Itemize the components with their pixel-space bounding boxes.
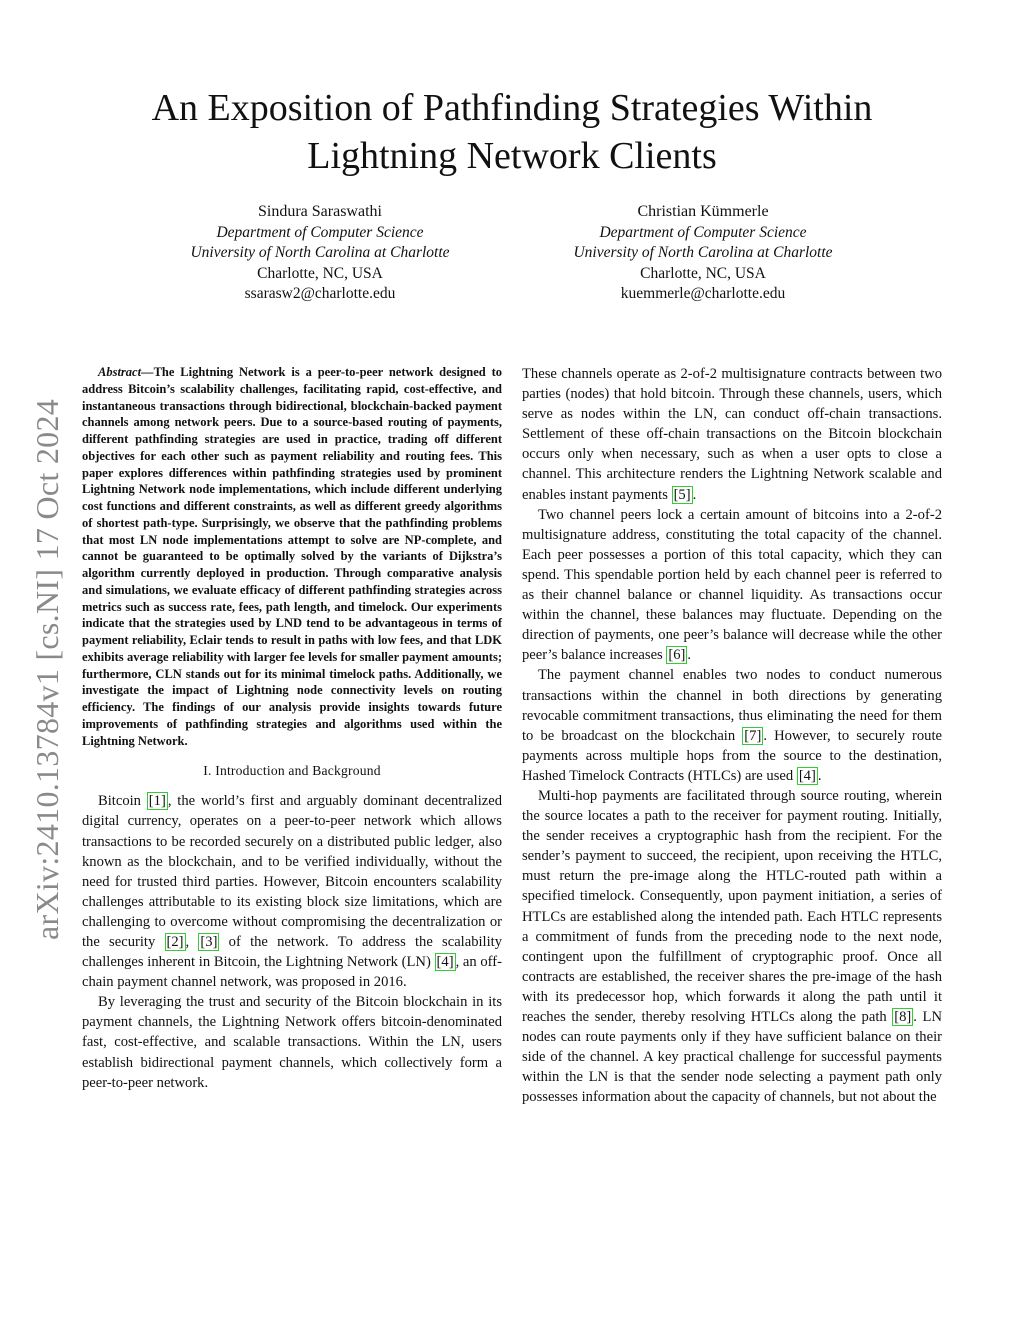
citation-link[interactable]: [4]	[798, 767, 816, 784]
arxiv-identifier: arXiv:2410.13784v1 [cs.NI] 17 Oct 2024	[29, 398, 65, 940]
right-column	[522, 364, 942, 1107]
citation-link[interactable]: [2]	[166, 934, 184, 950]
paragraph	[82, 791, 502, 992]
text-run: Multi-hop payments are facilitated through source routing, wherein the source locates a path to the receiver for payment routing. Initially, the sender receives a cryptographic hash from the recipient. For the sender’s payment to succeed, the recipient, upon receiving the HTLC, must return the pre-image along the HTLC-routed path within a specified timelock. Consequently, upon payment initiation, a series of HTLCs are established along the intended path. Each HTLC represents a commitment of funds from the preceding node to the next node, contingent upon the fulfillment of cryptographic proof. Once all contracts are established, the receiver shares the pre-image of the hash with its predecessor hop, which forwards it along the path until it reaches the sender, thereby resolving HTLCs along the path	[522, 787, 942, 1025]
author-department: Department of Computer Science	[599, 223, 807, 241]
text-run: .	[692, 486, 697, 503]
text-run: . LN nodes can route payments only if they have sufficient balance on their side of the channel. A key practical challenge for successful payments within the LN is that the sender node selecting a payment path only possesses information about the capacity of channels, but not about the	[522, 1009, 942, 1106]
title-line-1: An Exposition of Pathfinding Strategies Within	[151, 87, 873, 129]
title-line-2: Lightning Network Clients	[307, 135, 717, 177]
paragraph	[522, 364, 942, 505]
text-run: .	[687, 647, 692, 664]
text-run: . However, to securely route payments across multiple hops from the source to the destination, Hashed Timelock Contracts (HTLCs) are used	[522, 727, 942, 784]
author-location: Charlotte, NC, USA	[640, 264, 766, 282]
paper-title	[60, 84, 964, 180]
abstract-label: Abstract—	[98, 365, 154, 379]
author-university: University of North Carolina at Charlotte	[190, 244, 450, 262]
citation-link[interactable]: [3]	[200, 934, 218, 950]
left-column	[82, 364, 502, 1093]
text-run: ,	[185, 934, 199, 950]
paragraph	[522, 786, 942, 1108]
citation-link[interactable]: [8]	[894, 1009, 912, 1025]
author-email: kuemmerle@charlotte.edu	[620, 285, 786, 303]
author-name: Sindura Saraswathi	[258, 203, 382, 220]
citation-link[interactable]: [5]	[673, 486, 691, 503]
author-university: University of North Carolina at Charlotte	[573, 244, 833, 262]
citation-link[interactable]: [1]	[148, 793, 166, 810]
paragraph	[522, 665, 942, 786]
text-run: of the network. To address the scalability challenges inherent in Bitcoin, the Lightning Network (LN)	[82, 934, 503, 971]
text-run: .	[817, 767, 822, 784]
author-location: Charlotte, NC, USA	[257, 264, 383, 282]
paragraph	[522, 505, 942, 666]
citation-link[interactable]: [6]	[668, 647, 686, 664]
text-run: , the world’s first and arguably dominant decentralized digital currency, operates on a peer-to-peer network which allows transactions to be recorded securely on a distributed public ledger, also known as the blockchain, and to be verified individually, without the need for trusted third parties. However, Bitcoin encounters scalability challenges attributable to its existing block size limitations, which are challenging to overcome without compromising the decentralization or the security	[82, 793, 502, 950]
text-run: , an off-chain payment channel network, was proposed in 2016.	[82, 954, 502, 991]
author-email: ssarasw2@charlotte.edu	[244, 285, 396, 303]
author-name: Christian Kümmerle	[637, 203, 769, 220]
text-run: These channels operate as 2-of-2 multisignature contracts between two parties (nodes) that hold bitcoin. Through these channels, users, which serve as nodes within the LN, can conduct off-chain transactions. Settlement of these off-chain transactions on the Bitcoin blockchain occurs only when necessary, such as when a user opts to close a channel. This architecture renders the Lightning Network scalable and enables instant payments	[522, 366, 942, 503]
abstract	[82, 364, 502, 749]
author-block-2	[533, 202, 873, 305]
author-department: Department of Computer Science	[216, 223, 424, 241]
citation-link[interactable]: [4]	[436, 954, 454, 971]
section-heading: I. Introduction and Background	[203, 763, 381, 779]
paragraph: By leveraging the trust and security of the Bitcoin blockchain in its payment channels, the Lightning Network offers bitcoin-denominated fast, cost-effective, and scalable transactions. Within the LN, users establish bidirectional payment channels, which collectively form a peer-to-peer network.	[82, 994, 502, 1091]
text-run: The payment channel enables two nodes to conduct numerous transactions within the channel in both directions by generating revocable commitment transactions, thus eliminating the need for them to be broadcast on the blockchain	[522, 667, 942, 744]
citation-link[interactable]: [7]	[744, 727, 762, 744]
abstract-text: The Lightning Network is a peer-to-peer network designed to address Bitcoin’s scalability challenges, facilitating rapid, cost-effective, and instantaneous transactions through bidirectional, blockchain-backed payment channels among network peers. Due to a source-based routing of payments, different pathfinding strategies are used in practice, trading off different objectives for each other such as payment reliability and routing fees. This paper explores differences within pathfinding strategies used by prominent Lightning Network node implementations, which include different underlying cost functions and different constraints, as well as different greedy algorithms of shortest path-type. Surprisingly, we observe that the pathfinding problems that most LN node implementations attempt to solve are NP-complete, and cannot be guaranteed to be optimally solved by the variants of Dijkstra’s algorithm currently deployed in production. Through comparative analysis and simulations, we evaluate efficacy of different pathfinding strategies across metrics such as success rate, fees, path length, and timelock. Our experiments indicate that the strategies used by LND tend to be advantageous in terms of payment reliability, Eclair tends to result in paths with low fees, and that LDK exhibits average reliability with larger fee levels for smaller payment amounts; furthermore, CLN stands out for its minimal timelock paths. Additionally, we investigate the impact of Lightning node connectivity levels on routing efficiency. The findings of our analysis provide insights towards future improvements of pathfinding strategies and algorithms used within the Lightning Network.	[82, 365, 502, 748]
text-run: Bitcoin	[98, 793, 147, 810]
author-block-1	[150, 202, 490, 305]
text-run: Two channel peers lock a certain amount of bitcoins into a 2-of-2 multisignature address, constituting the total capacity of the channel. Each peer possesses a portion of this total capacity, which they can spend. This spendable portion held by each channel peer is referred to as their channel balance or channel liquidity. As transactions occur within the channel, these balances may fluctuate. Depending on the direction of payments, one peer’s balance will decrease while the other peer’s balance increases	[522, 506, 942, 664]
